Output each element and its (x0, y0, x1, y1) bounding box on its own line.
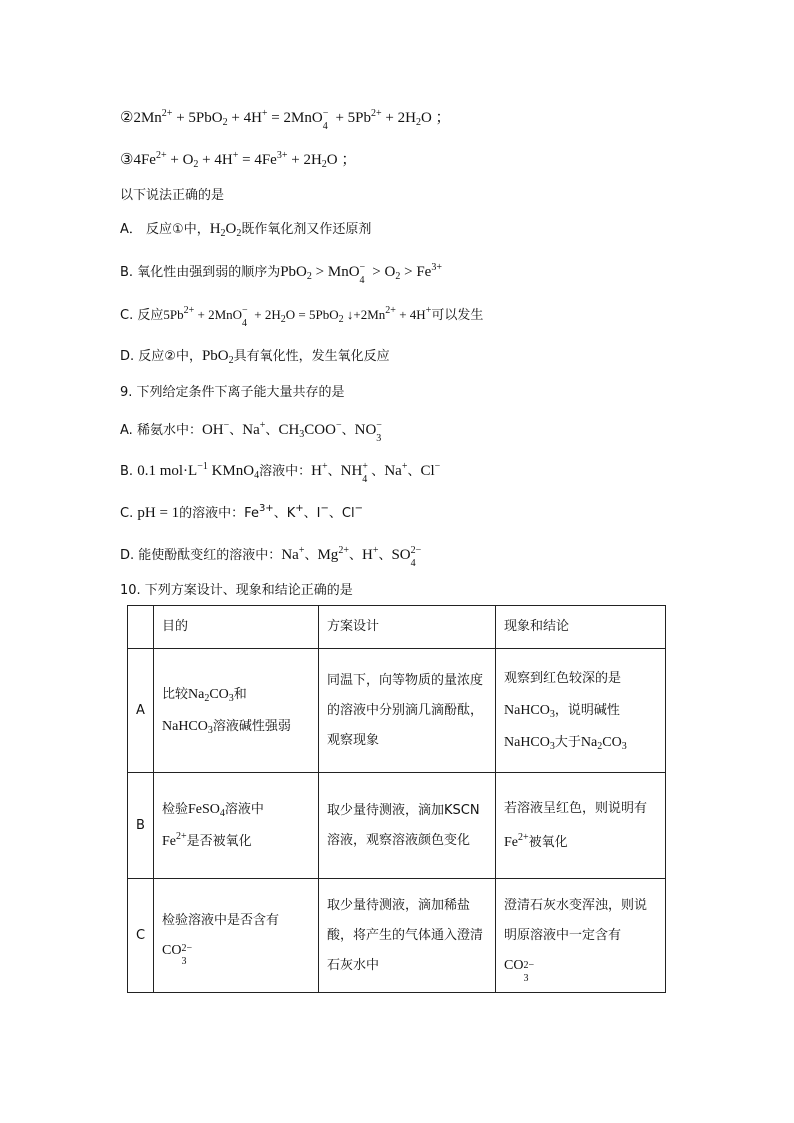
row-purpose: 比较$Na_2CO_3$和 NaHCO$_3$溶液碱性强弱 (154, 649, 319, 773)
row-design: 取少量待测液，滴加KSCN溶液，观察溶液颜色变化 (319, 773, 496, 879)
q10-stem: 10. 下列方案设计、现象和结论正确的是 (120, 583, 353, 598)
row-design: 同温下，向等物质的量浓度的溶液中分别滴几滴酚酞，观察现象 (319, 649, 496, 773)
q8-option-b[interactable]: B. 氧化性由强到弱的顺序为PbO$_2$ > MnO − 4 > $O_2 > Fe^{3+}$ (120, 262, 442, 286)
q8-option-a[interactable]: A． 反应①中，$H_2O_2$既作氧化剂又作还原剂 (120, 221, 372, 239)
row-label: B (128, 773, 154, 879)
row-label: C (128, 879, 154, 993)
table-row (128, 649, 666, 773)
equation-3: $③4Fe^{2+} + O_2 + 4H^+ = 4Fe^{3+} + 2H_2O$ ； (120, 150, 357, 170)
header-purpose: 目的 (154, 606, 319, 649)
row-result: 澄清石灰水变浑浊，则说明原溶液中一定含有 CO 2− 3 (496, 879, 666, 993)
row-purpose: 检验FeSO$_4$溶液中 $Fe^{2+}$是否被氧化 (154, 773, 319, 879)
q10-table (127, 605, 666, 993)
row-label: A (128, 649, 154, 773)
q9-option-b[interactable]: B. 0.1 $mol\cdot L^{-1}$ KMnO$_4$溶液中：H+、NH + 4 、Na+、Cl− (120, 461, 441, 485)
q8-stem: 以下说法正确的是 (120, 188, 225, 203)
table-header-row (128, 606, 666, 649)
table-row (128, 879, 666, 993)
row-result: 若溶液呈红色，则说明有 $Fe^{2+}$被氧化 (496, 773, 666, 879)
table-row (128, 773, 666, 879)
header-result: 现象和结论 (496, 606, 666, 649)
q9-option-d[interactable]: D. 能使酚酞变红的溶液中：Na+、$Mg^{2+}$、H+、SO 2− 4 (120, 545, 422, 569)
row-purpose: 检验溶液中是否含有 CO 2− 3 (154, 879, 319, 993)
equation-2: $②2Mn^{2+} + 5PbO_2 + 4H^+ = 2MnO$ − 4 + $5Pb^{2+} + 2H_2O$ ； (120, 108, 451, 132)
q9-stem: 9. 下列给定条件下离子能大量共存的是 (120, 385, 345, 400)
row-design: 取少量待测液，滴加稀盐酸，将产生的气体通入澄清石灰水中 (319, 879, 496, 993)
q9-option-a[interactable]: A. 稀氨水中：OH−、Na+、$CH_3COO^-$、NO − 3 (120, 420, 382, 444)
q8-option-d[interactable]: D. 反应②中，PbO$_2$具有氧化性，发生氧化反应 (120, 348, 390, 366)
q9-option-c[interactable]: C. pH = 1的溶液中：$Fe^{3+}$、K+、I−、Cl− (120, 503, 363, 521)
row-result: 观察到红色较深的是 NaHCO$_3$，说明碱性 NaHCO$_3$大于$Na_2CO_3$ (496, 649, 666, 773)
header-design: 方案设计 (319, 606, 496, 649)
q8-option-c[interactable]: C. 反应$5Pb^{2+} + 2MnO$ − 4 + $2H_2O = 5PbO_2$ $↓+2Mn^{2+} + 4H^+$可以发生 (120, 305, 484, 329)
